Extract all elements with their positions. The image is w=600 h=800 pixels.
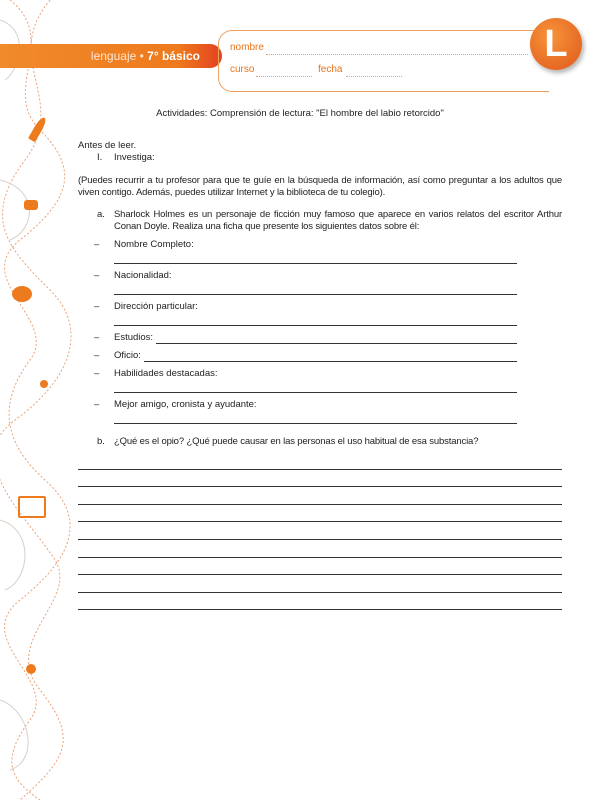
- dash: –: [94, 301, 100, 312]
- field-label-skills: Habilidades destacadas:: [114, 368, 218, 379]
- item-number: I.: [97, 152, 103, 163]
- field-label-best-friend: Mejor amigo, cronista y ayudante:: [114, 399, 257, 410]
- question-b-answer-area: [78, 452, 562, 610]
- grade-label: 7° básico: [147, 49, 200, 63]
- answer-line-studies[interactable]: [156, 334, 517, 344]
- answer-line-question-b[interactable]: [78, 522, 562, 540]
- answer-line-question-b[interactable]: [78, 487, 562, 505]
- book-icon: [18, 496, 46, 518]
- field-occupation: [94, 350, 517, 362]
- worksheet-body: [78, 140, 562, 610]
- typewriter-icon: [24, 200, 38, 210]
- question-a-marker: a.: [97, 209, 105, 220]
- field-nationality: [94, 270, 517, 295]
- subject-label: lenguaje: [90, 49, 137, 63]
- separator: •: [139, 49, 144, 63]
- course-label: curso: [230, 64, 255, 75]
- answer-line-skills[interactable]: [114, 380, 517, 393]
- answer-line-full-name[interactable]: [114, 251, 517, 264]
- dash: –: [94, 368, 100, 379]
- comma-icon: [40, 380, 48, 388]
- answer-line-question-b[interactable]: [78, 470, 562, 488]
- course-field[interactable]: [256, 75, 312, 77]
- fields-list: [78, 239, 562, 424]
- dash: –: [94, 239, 100, 250]
- answer-line-occupation[interactable]: [144, 352, 517, 362]
- field-studies: [94, 332, 517, 344]
- dash: –: [94, 332, 100, 343]
- question-b: [78, 436, 562, 448]
- name-field[interactable]: [266, 53, 528, 55]
- field-row: [94, 301, 517, 313]
- answer-line-question-b[interactable]: [78, 540, 562, 558]
- field-best-friend: [94, 399, 517, 424]
- question-b-marker: b.: [97, 436, 105, 447]
- question-b-text: ¿Qué es el opio? ¿Qué puede causar en las personas el uso habitual de esa substancia?: [114, 436, 479, 447]
- field-label-full-name: Nombre Completo:: [114, 239, 194, 250]
- field-row: [94, 368, 517, 380]
- field-row: [94, 270, 517, 282]
- answer-line-question-b[interactable]: [78, 505, 562, 523]
- field-label-nationality: Nacionalidad:: [114, 270, 172, 281]
- field-row: [94, 350, 517, 362]
- answer-line-question-b[interactable]: [78, 575, 562, 593]
- subject-band: [0, 44, 222, 68]
- answer-line-nationality[interactable]: [114, 282, 517, 295]
- dash: –: [94, 270, 100, 281]
- student-info-box: [218, 30, 549, 92]
- question-a: [78, 209, 562, 233]
- speech-bubble-icon: [12, 286, 32, 302]
- answer-line-question-b[interactable]: [78, 593, 562, 611]
- microphone-icon: [26, 664, 36, 674]
- field-label-occupation: Oficio:: [114, 350, 141, 361]
- section-heading: Antes de leer.: [78, 140, 137, 151]
- field-label-studies: Estudios:: [114, 332, 154, 343]
- item-row: [78, 152, 562, 164]
- field-address: [94, 301, 517, 326]
- question-a-text: Sharlock Holmes es un personaje de ficción muy famoso que aparece en varios relatos del escritor Arthur Conan Doyle. Realiza una ficha que presente los siguientes datos sobre él:: [114, 209, 562, 232]
- field-row: [94, 332, 517, 344]
- answer-line-address[interactable]: [114, 313, 517, 326]
- answer-line-question-b[interactable]: [78, 558, 562, 576]
- name-label: nombre: [230, 42, 264, 53]
- decorative-swirl-border: [0, 0, 75, 800]
- dash: –: [94, 399, 100, 410]
- date-label: fecha: [318, 64, 343, 75]
- item-label: Investiga:: [114, 152, 155, 163]
- intro-paragraph: (Puedes recurrir a tu profesor para que te guíe en la búsqueda de información, así como preguntar a los adultos que viven contigo. Además, puedes utilizar Internet y la biblioteca de tu colegio).: [78, 175, 562, 198]
- field-row: [94, 239, 517, 251]
- field-skills: [94, 368, 517, 393]
- date-field[interactable]: [346, 75, 402, 77]
- field-label-address: Dirección particular:: [114, 301, 198, 312]
- answer-line-question-b[interactable]: [78, 452, 562, 470]
- field-row: [94, 399, 517, 411]
- answer-line-best-friend[interactable]: [114, 411, 517, 424]
- dash: –: [94, 350, 100, 361]
- subject-logo: L: [530, 18, 582, 70]
- field-full-name: [94, 239, 517, 264]
- page-title: Actividades: Comprensión de lectura: "El hombre del labio retorcido": [156, 108, 444, 119]
